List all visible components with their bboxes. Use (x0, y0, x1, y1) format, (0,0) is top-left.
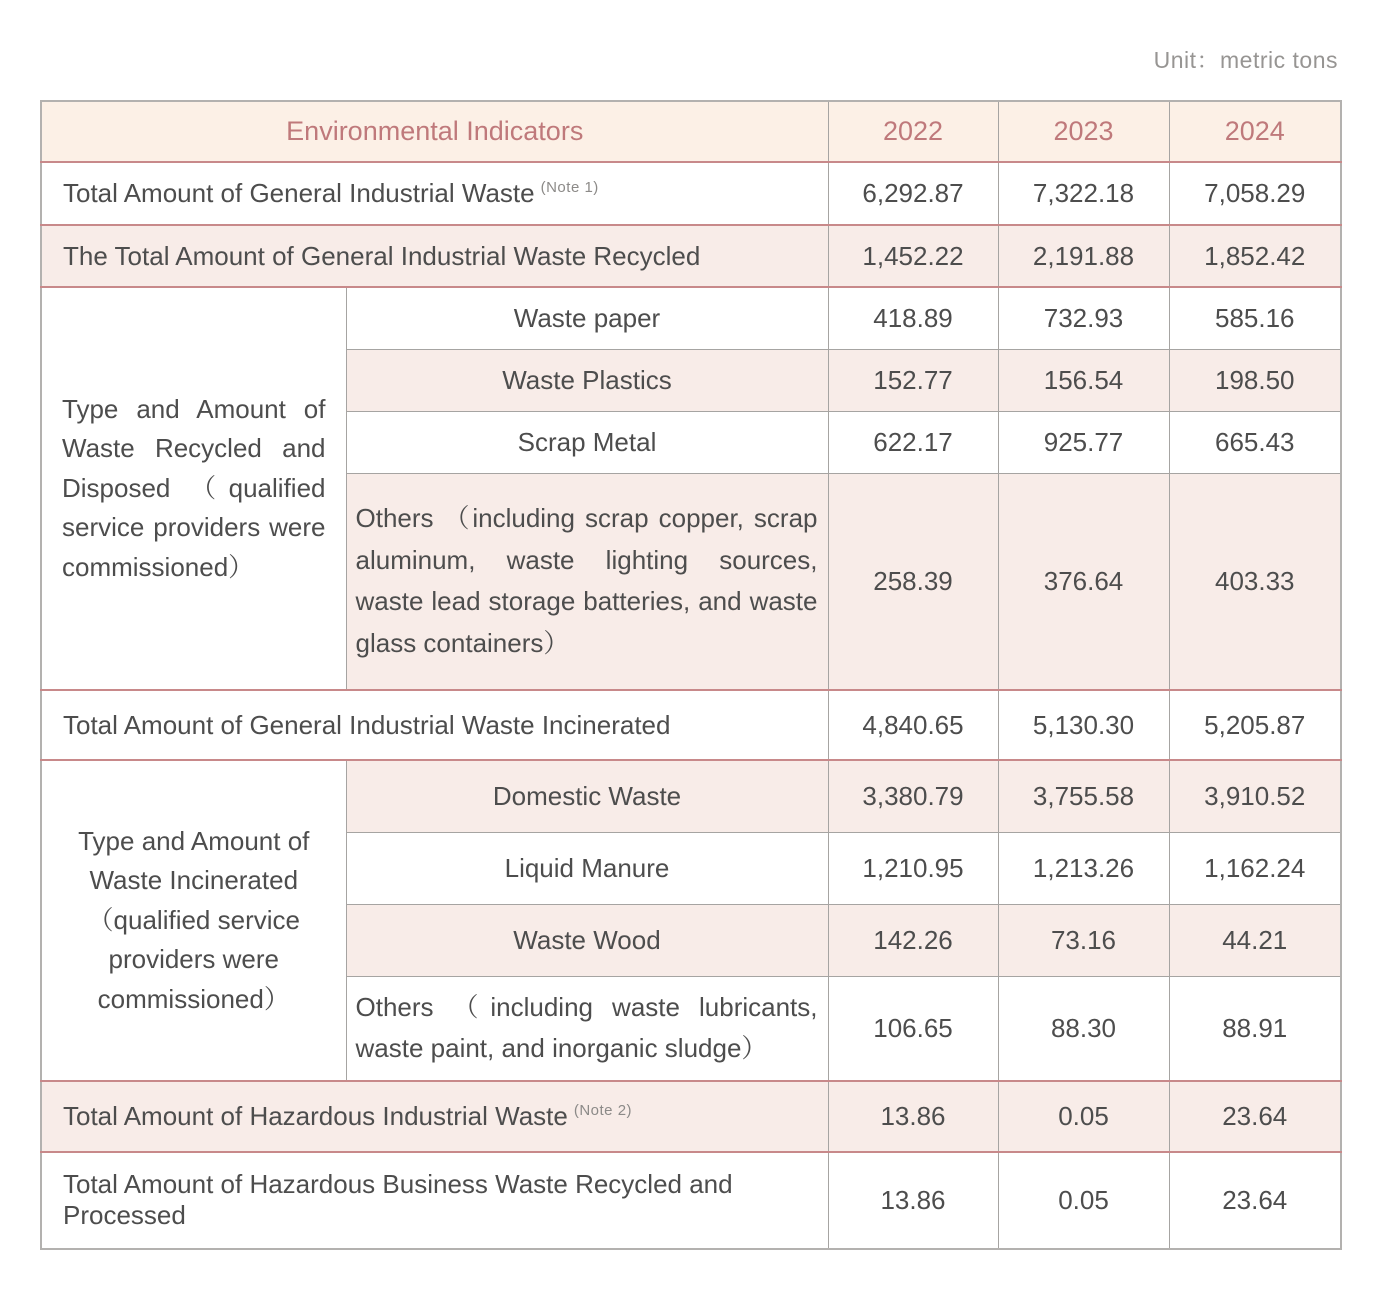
sub-label: Waste Plastics (346, 349, 828, 411)
row-hazardous-recycled (41, 1152, 1341, 1249)
column-header-year-2024: 2024 (1169, 101, 1341, 162)
value-2023: 88.30 (998, 976, 1169, 1081)
value-2024: 1,852.42 (1169, 225, 1341, 287)
column-header-year-2023: 2023 (998, 101, 1169, 162)
sub-label: Others （including waste lubricants, waste paint, and inorganic sludge） (346, 976, 828, 1081)
value-2024: 23.64 (1169, 1152, 1341, 1249)
value-2022: 152.77 (828, 349, 998, 411)
value-2024: 3,910.52 (1169, 760, 1341, 832)
sub-label: Waste Wood (346, 904, 828, 976)
column-header-year-2022: 2022 (828, 101, 998, 162)
value-2023: 2,191.88 (998, 225, 1169, 287)
value-2023: 73.16 (998, 904, 1169, 976)
value-2022: 4,840.65 (828, 690, 998, 760)
row-total-incinerated (41, 690, 1341, 760)
value-2023: 7,322.18 (998, 162, 1169, 225)
value-2022: 258.39 (828, 473, 998, 690)
unit-label: Unit：metric tons (1153, 47, 1338, 73)
label-cell: Total Amount of General Industrial Waste Incinerated (41, 690, 828, 760)
sub-label: Domestic Waste (346, 760, 828, 832)
value-2023: 925.77 (998, 411, 1169, 473)
row-domestic-waste (41, 760, 1341, 832)
value-2024: 23.64 (1169, 1081, 1341, 1152)
value-2024: 44.21 (1169, 904, 1341, 976)
value-2022: 13.86 (828, 1081, 998, 1152)
value-2024: 665.43 (1169, 411, 1341, 473)
value-2022: 1,452.22 (828, 225, 998, 287)
environmental-indicators-table (40, 100, 1342, 1250)
value-2024: 585.16 (1169, 287, 1341, 349)
value-2023: 5,130.30 (998, 690, 1169, 760)
value-2022: 1,210.95 (828, 832, 998, 904)
value-2023: 156.54 (998, 349, 1169, 411)
value-2022: 142.26 (828, 904, 998, 976)
value-2022: 622.17 (828, 411, 998, 473)
label-cell (41, 1152, 828, 1249)
value-2024: 1,162.24 (1169, 832, 1341, 904)
group-label-incinerated: Type and Amount of Waste Incinerated （qualified service providers were commissioned） (41, 760, 346, 1081)
value-2023: 376.64 (998, 473, 1169, 690)
value-2023: 1,213.26 (998, 832, 1169, 904)
row-total-general-waste (41, 162, 1341, 225)
value-2022: 418.89 (828, 287, 998, 349)
sub-label: Others （including scrap copper, scrap aluminum, waste lighting sources, waste lead storage batteries, and waste glass containers） (346, 473, 828, 690)
row-label: Total Amount of General Industrial Waste (63, 178, 535, 208)
column-header-environmental-indicators: Environmental Indicators (41, 101, 828, 162)
value-2024: 7,058.29 (1169, 162, 1341, 225)
value-2023: 3,755.58 (998, 760, 1169, 832)
sub-label: Scrap Metal (346, 411, 828, 473)
note-2-superscript: (Note 2) (573, 1102, 633, 1120)
label-cell (41, 1081, 828, 1152)
value-2024: 5,205.87 (1169, 690, 1341, 760)
value-2023: 0.05 (998, 1081, 1169, 1152)
header-row (41, 101, 1341, 162)
value-2024: 198.50 (1169, 349, 1341, 411)
sub-label: Waste paper (346, 287, 828, 349)
row-label: Total Amount of Hazardous Business Waste Recycled and Processed (63, 1169, 733, 1231)
row-total-general-recycled (41, 225, 1341, 287)
value-2024: 88.91 (1169, 976, 1341, 1081)
value-2023: 732.93 (998, 287, 1169, 349)
group-label-recycled-disposed: Type and Amount of Waste Recycled and Disposed （qualified service providers were commissioned） (41, 287, 346, 690)
note-1-superscript: (Note 1) (540, 179, 599, 197)
value-2023: 0.05 (998, 1152, 1169, 1249)
label-cell (41, 162, 828, 225)
row-label: Total Amount of Hazardous Industrial Waste (63, 1100, 568, 1131)
row-total-hazardous (41, 1081, 1341, 1152)
value-2022: 6,292.87 (828, 162, 998, 225)
value-2024: 403.33 (1169, 473, 1341, 690)
value-2022: 106.65 (828, 976, 998, 1081)
row-waste-paper (41, 287, 1341, 349)
value-2022: 3,380.79 (828, 760, 998, 832)
label-cell: The Total Amount of General Industrial Waste Recycled (41, 225, 828, 287)
value-2022: 13.86 (828, 1152, 998, 1249)
sub-label: Liquid Manure (346, 832, 828, 904)
